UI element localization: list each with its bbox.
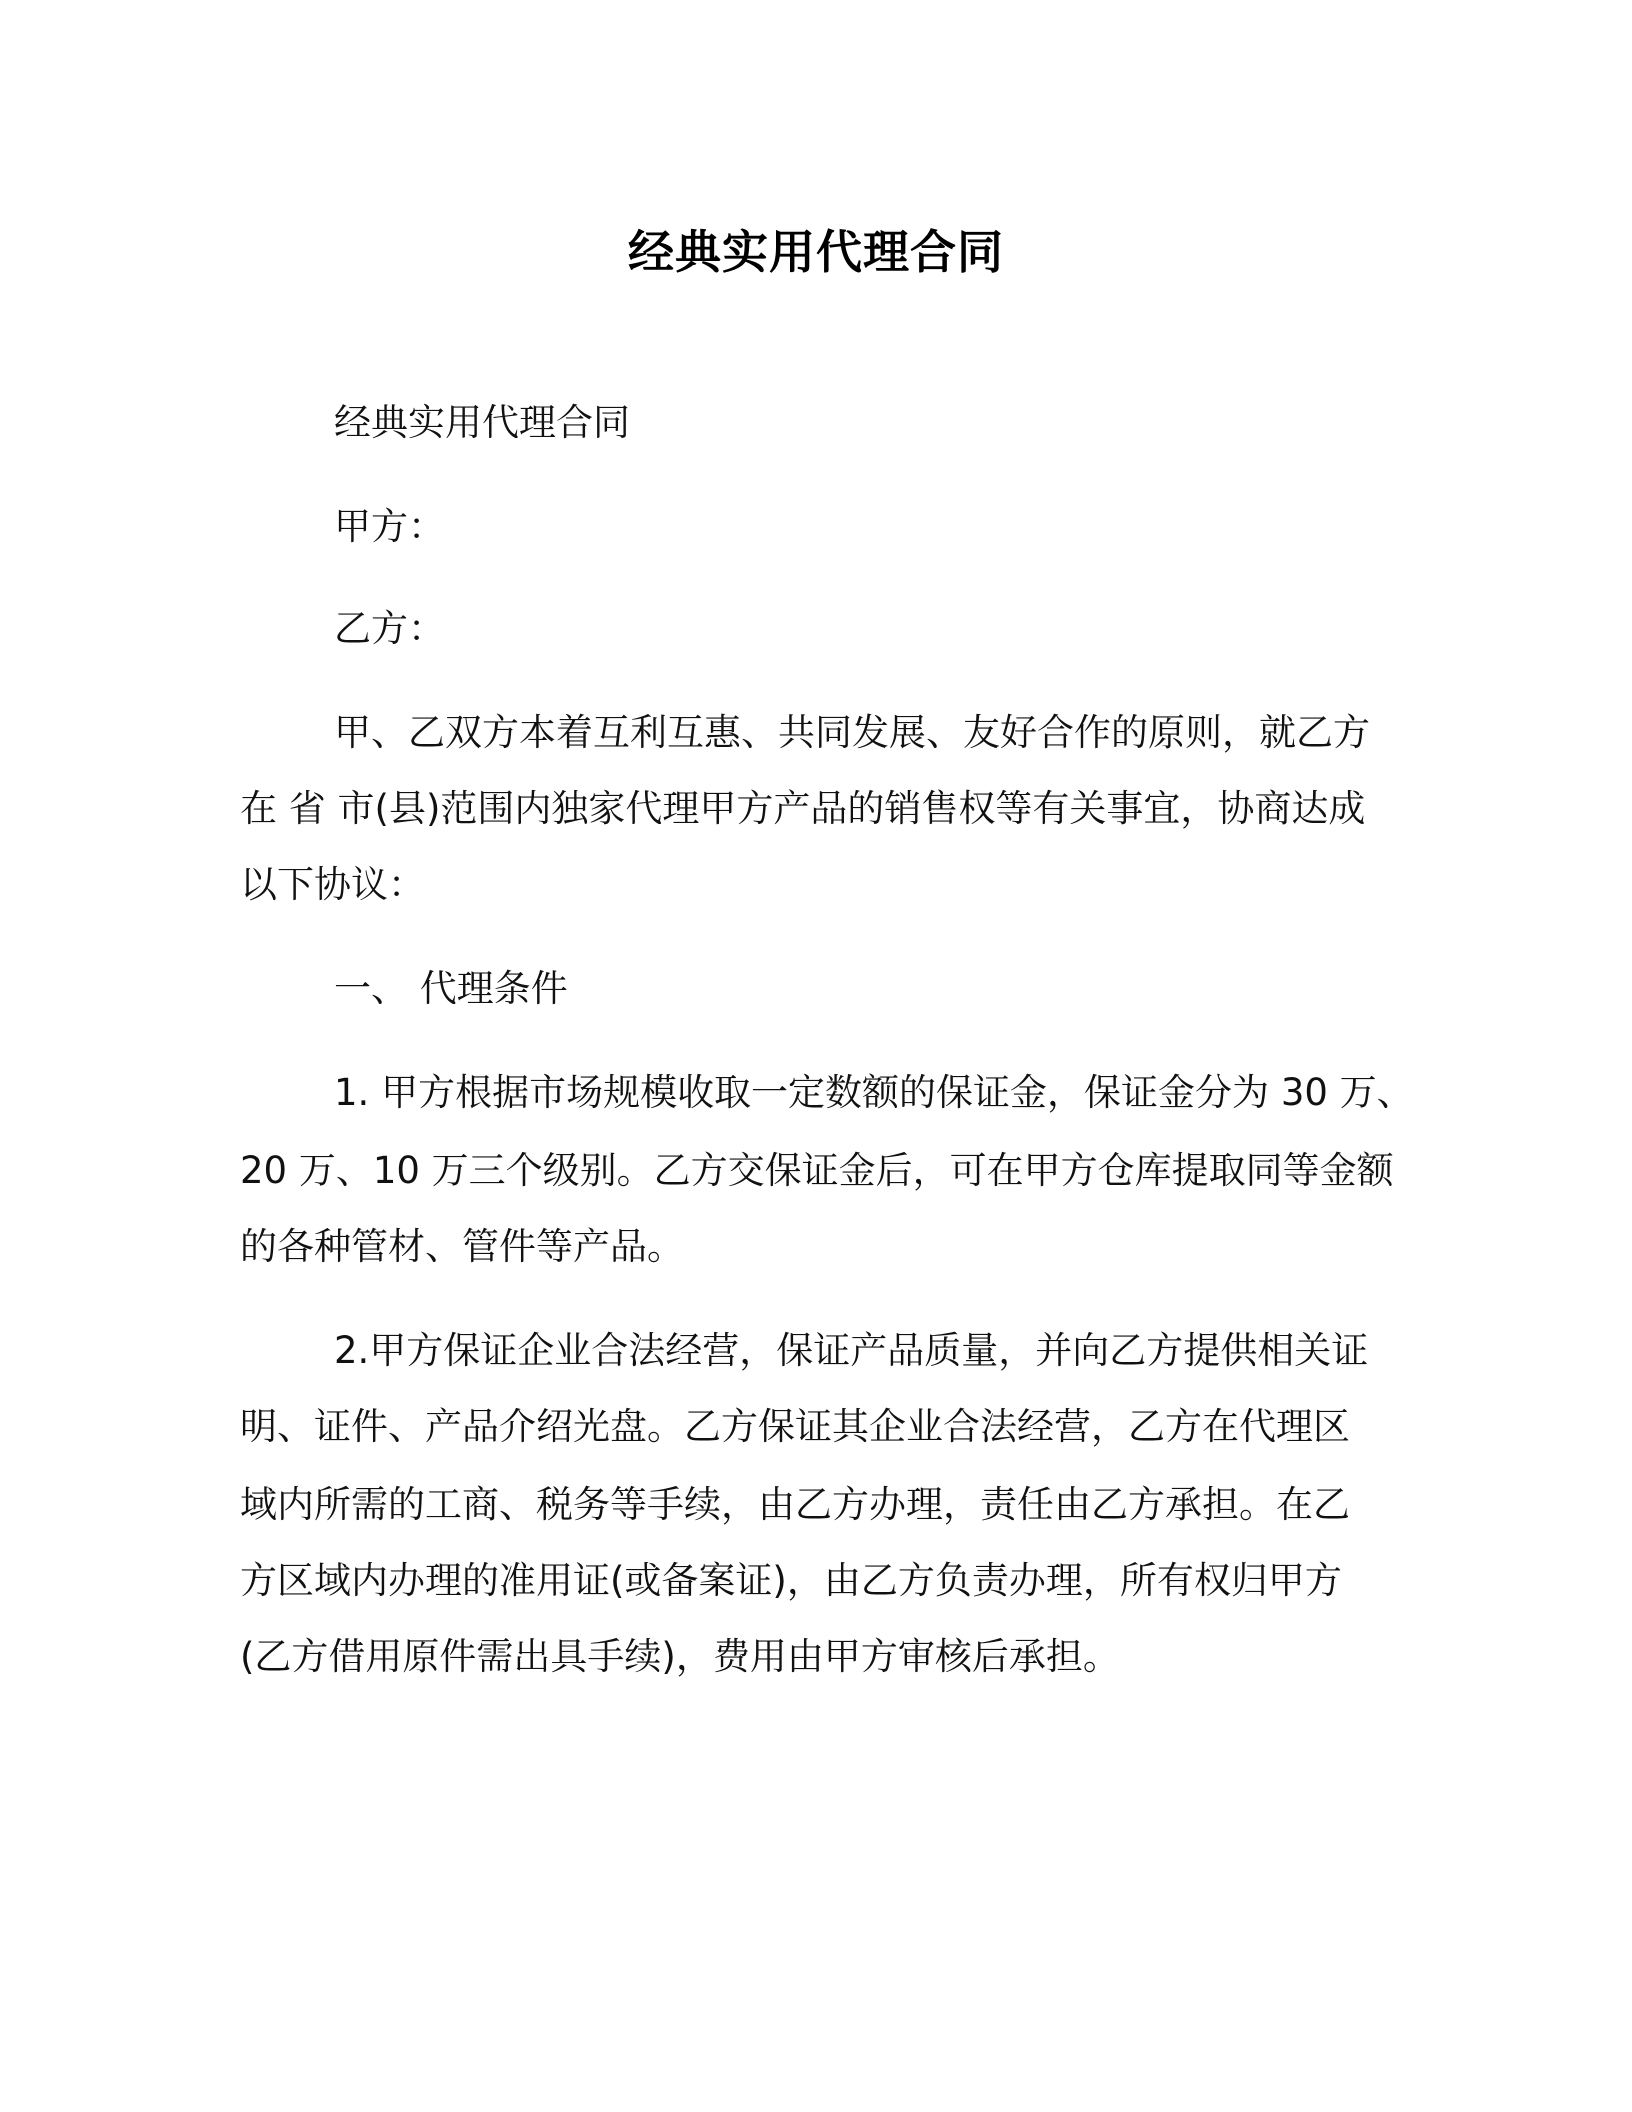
contract-subtitle: 经典实用代理合同	[334, 401, 630, 444]
clause-1-line-1: 1. 甲方根据市场规模收取一定数额的保证金，保证金分为 30 万、	[334, 1071, 1414, 1114]
clause-1-line-2: 20 万、10 万三个级别。乙方交保证金后，可在甲方仓库提取同等金额	[240, 1149, 1394, 1192]
document-title: 经典实用代理合同	[628, 225, 1004, 279]
clause-2-line-4: 方区域内办理的准用证(或备案证)，由乙方负责办理，所有权归甲方	[240, 1559, 1342, 1602]
clause-2-line-5: (乙方借用原件需出具手续)，费用由甲方审核后承担。	[240, 1635, 1120, 1678]
intro-line-1: 甲、乙双方本着互利互惠、共同发展、友好合作的原则，就乙方	[334, 711, 1370, 754]
clause-2-line-3: 域内所需的工商、税务等手续，由乙方办理，责任由乙方承担。在乙	[240, 1483, 1350, 1526]
clause-1-line-3: 的各种管材、管件等产品。	[240, 1225, 684, 1268]
intro-line-3: 以下协议：	[240, 863, 425, 906]
clause-2-line-1: 2.甲方保证企业合法经营，保证产品质量，并向乙方提供相关证	[334, 1329, 1369, 1372]
intro-line-2: 在 省 市(县)范围内独家代理甲方产品的销售权等有关事宜，协商达成	[240, 787, 1366, 830]
party-a-label: 甲方：	[334, 505, 445, 548]
section-1-heading: 一、 代理条件	[334, 967, 568, 1010]
clause-2-line-2: 明、证件、产品介绍光盘。乙方保证其企业合法经营，乙方在代理区	[240, 1405, 1350, 1448]
party-b-label: 乙方：	[334, 607, 445, 650]
